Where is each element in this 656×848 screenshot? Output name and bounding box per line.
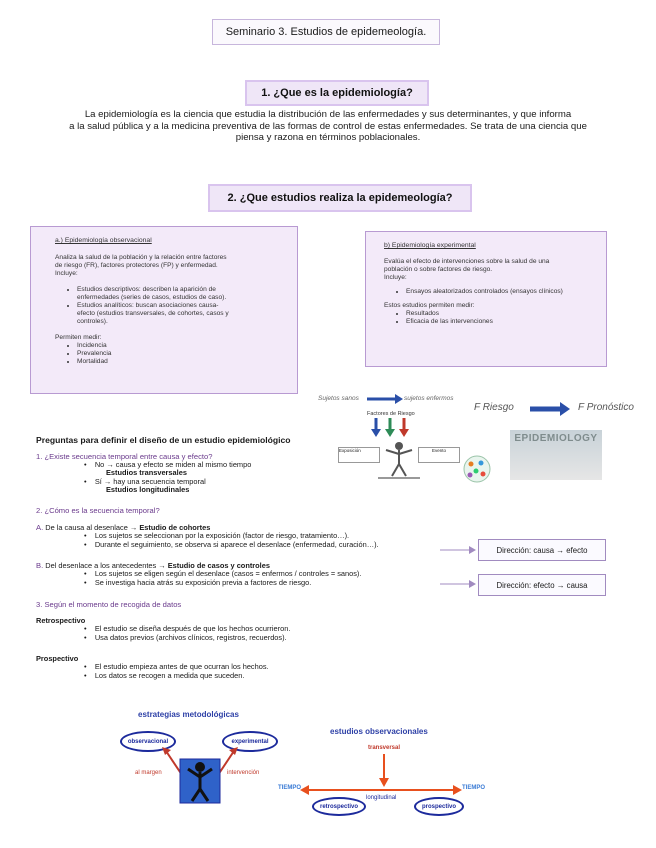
list-item: • Estudios descriptivos: describen la aparición de enfermedades (series de casos, estudios de caso). (77, 286, 297, 302)
epidemiology-image (510, 430, 602, 480)
sanos-label: Sujetos sanos (318, 395, 359, 402)
section-1-heading: 1. ¿Que es la epidemiología? (245, 80, 429, 106)
panel-b-title: b) Epidemiología experimental (384, 242, 476, 249)
observacional-oval: observacional (120, 731, 176, 752)
risk-factor-arrows-icon (368, 418, 412, 438)
panel-a-desc-1: Analiza la salud de la población y la relación entre factores (55, 254, 227, 261)
list-item: • Mortalidad (77, 358, 297, 366)
q1-si-result: Estudios longitudinales (106, 484, 190, 494)
option-a-head: A. De la causa al desenlace → Estudio de cohortes (36, 523, 211, 532)
option-b (36, 562, 456, 587)
retrospectivo-title: Retrospectivo (36, 616, 86, 625)
list-item: • Eficacia de las intervenciones (406, 318, 606, 326)
epidemiology-image-label: EPIDEMIOLOGY (514, 433, 598, 444)
option-b-line-1: • Los sujetos se eligen según el desenlace (casos = enfermos / controles = sanos). (84, 569, 362, 579)
arrow-riesgo-pronostico-icon (530, 402, 570, 416)
evento-box (418, 447, 460, 463)
option-b-line-2: • Se investiga hacia atrás su exposición previa a factores de riesgo. (84, 577, 312, 587)
panel-a-measure: Permiten medir: (55, 334, 102, 341)
section-2-heading: 2. ¿Que estudios realiza la epidemeología? (208, 184, 472, 212)
option-a-line-2: • Durante el seguimiento, se observa si aparece el desenlace (enfermedad, curación…). (84, 539, 379, 549)
panel-experimental (365, 231, 607, 367)
prospectivo-block (36, 655, 456, 680)
panel-a-measure-list (55, 342, 297, 366)
panel-b-measure: Estos estudios permiten medir: (384, 302, 475, 309)
panel-b-desc-1: Evalúa el efecto de intervenciones sobre la salud de una (384, 258, 550, 265)
retrospectivo-block (36, 617, 456, 642)
option-a-line-1: • Los sujetos se seleccionan por la exposición (factor de riesgo, tratamiento…). (84, 531, 350, 541)
tiempo-left-label: TIEMPO (278, 785, 302, 791)
estudios-observacionales-title: estudios observacionales (330, 727, 428, 736)
intro-line-3: piensa y razona en términos poblacionales. (235, 132, 421, 143)
f-pronostico-label: F Pronóstico (578, 402, 634, 413)
panel-b-desc-3: Incluye: (384, 274, 407, 281)
panel-b-list (384, 288, 606, 296)
panel-a-desc (55, 254, 297, 278)
exposicion-label: Exposición (339, 448, 361, 453)
prospectivo-title: Prospectivo (36, 654, 79, 663)
population-circle-icon (462, 454, 492, 484)
factores-label: Factores de Riesgo (367, 411, 415, 417)
option-a (36, 524, 456, 549)
q1-no-result: Estudios transversales (106, 468, 187, 478)
list-item: • Incidencia (77, 342, 297, 350)
experimental-oval: experimental (222, 731, 278, 752)
panel-observacional (30, 226, 298, 394)
panel-a-title: a.) Epidemiología observacional (55, 237, 152, 244)
retro-line-1: • El estudio se diseña después de que los hechos ocurrieron. (84, 624, 291, 634)
pros-line-1: • El estudio empieza antes de que ocurran los hechos. (84, 662, 269, 672)
preguntas-title: Preguntas para definir el diseño de un estudio epidemiológico (36, 435, 291, 445)
panel-a-desc-3: Incluye: (55, 270, 78, 277)
evento-label: Evento (431, 448, 446, 453)
direction-b-box: Dirección: efecto → causa (478, 574, 606, 596)
pros-line-2: • Los datos se recogen a medida que suceden. (84, 670, 245, 680)
panel-a-list (55, 286, 297, 326)
intro-line-2: a la salud pública y a la medicina preventiva de las formas de control de estas enfermedades. Se trata de una ciencia que (69, 120, 587, 132)
list-item: • Estudios analíticos: buscan asociaciones causa- efecto (estudios transversales, de cohortes, casos y controles). (77, 302, 297, 326)
panel-b-measure-list (384, 310, 606, 326)
question-1: 1. ¿Existe secuencia temporal entre causa y efecto? (36, 452, 213, 461)
retro-line-2: • Usa datos previos (archivos clínicos, registros, recuerdos). (84, 632, 287, 642)
estrategias-title: estrategias metodológicas (138, 710, 239, 719)
option-b-head: B. Del desenlace a los antecedentes → Estudio de casos y controles (36, 561, 270, 570)
intro-paragraph (24, 109, 632, 144)
arrow-a-icon (440, 545, 476, 555)
longitudinal-label: longitudinal (366, 795, 397, 801)
al-margen-label: al margen (135, 770, 162, 776)
list-item: • Prevalencia (77, 350, 297, 358)
intervencion-label: intervención (227, 770, 260, 776)
arrow-b-icon (440, 579, 476, 589)
exposicion-box (338, 447, 380, 463)
q1-no: • No → causa y efecto se miden al mismo tiempo (84, 460, 252, 469)
page-title: Seminario 3. Estudios de epidemeología. (212, 19, 440, 45)
list-item: • Ensayos aleatorizados controlados (ensayos clínicos) (406, 288, 606, 296)
enfermos-label: sujetos enfermos (404, 395, 454, 402)
direction-a-box: Dirección: causa → efecto (478, 539, 606, 561)
question-2: 2. ¿Cómo es la secuencia temporal? (36, 506, 160, 515)
transversal-label: transversal (368, 745, 401, 751)
question-3: 3. Según el momento de recogida de datos (36, 600, 182, 609)
arrow-sanos-enfermos-icon (367, 393, 403, 405)
question-1-answers (36, 461, 336, 494)
intro-line-1: La epidemiología es la ciencia que estudia la distribución de las enfermedades y sus determinantes, y que informa (84, 109, 572, 120)
f-riesgo-label: F Riesgo (474, 402, 514, 413)
panel-a-desc-2: de riesgo (FR), factores protectores (FP) y enfermedad. (55, 262, 218, 269)
person-figure-icon (378, 440, 420, 480)
retrospectivo-oval: retrospectivo (312, 797, 366, 816)
list-item: • Resultados (406, 310, 606, 318)
prospectivo-oval: prospectivo (414, 797, 464, 816)
panel-b-desc-2: población o sobre factores de riesgo. (384, 266, 493, 273)
tiempo-right-label: TIEMPO (462, 785, 486, 791)
panel-b-desc (384, 258, 606, 282)
q1-si: • Sí → hay una secuencia temporal (84, 476, 206, 486)
